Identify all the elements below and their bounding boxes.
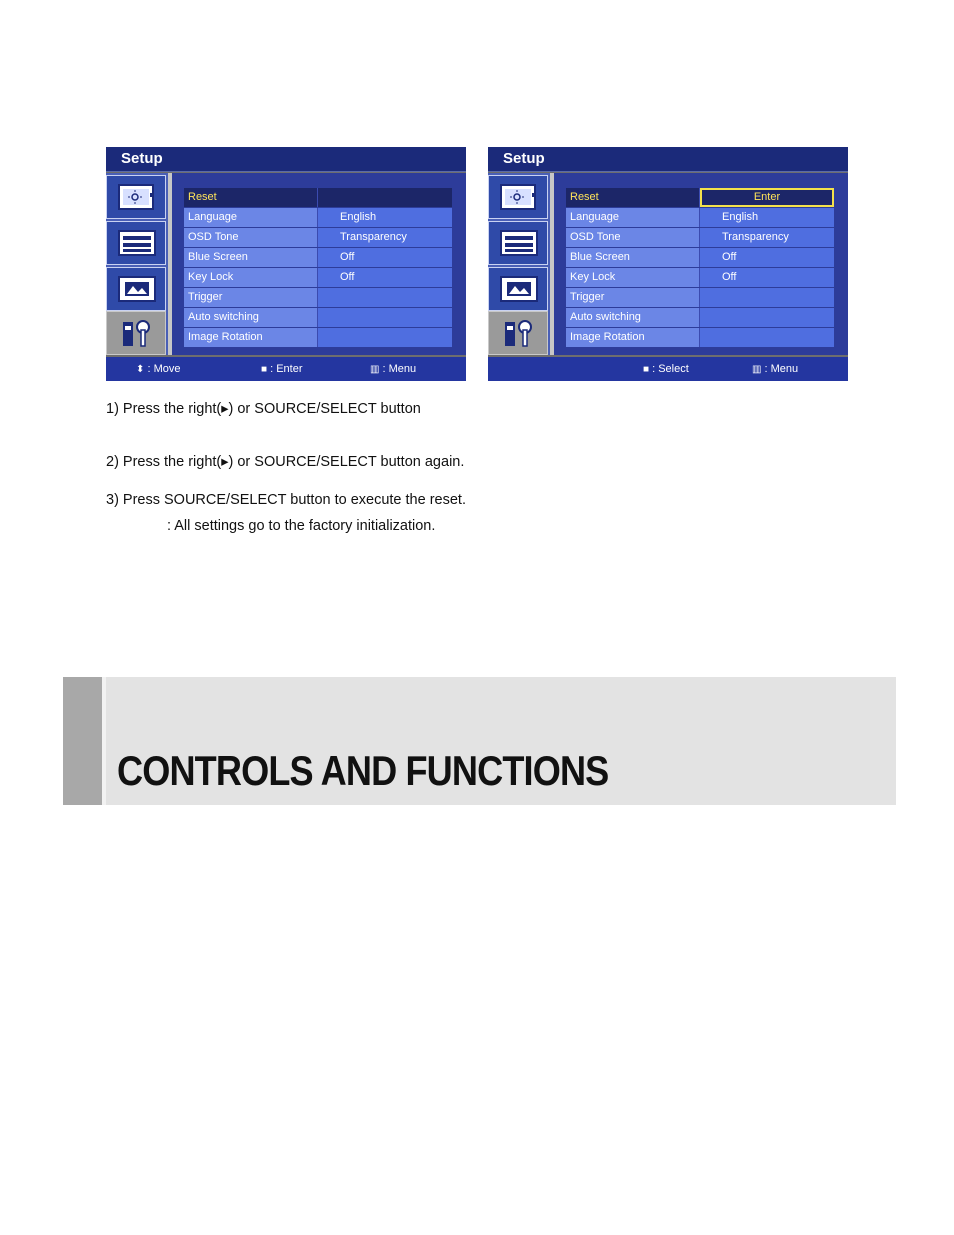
menu-row-label: Auto switching [184, 308, 318, 327]
menu-row-label: Key Lock [566, 268, 700, 287]
menu-row-value: Off [700, 268, 834, 287]
menu-row-value [700, 328, 834, 347]
menu-row-language[interactable] [184, 208, 452, 227]
menu-row-image-rotation[interactable] [566, 328, 834, 347]
menu-hint [370, 357, 416, 382]
menu-row-label: Trigger [566, 288, 700, 307]
menu-button-icon: ▥ [752, 364, 762, 375]
menu-row-key-lock[interactable] [566, 268, 834, 287]
banner-divider [102, 677, 106, 805]
enter-hint [261, 357, 303, 382]
banner-accent-bar [63, 677, 102, 805]
picture-image-icon[interactable] [488, 267, 548, 311]
menu-row-key-lock[interactable] [184, 268, 452, 287]
enter-button-icon: ■ [261, 364, 268, 375]
move-hint [136, 357, 180, 382]
osd-sidebar [488, 173, 550, 355]
osd-hint-bar [106, 357, 466, 381]
osd-setup-screen-2 [488, 147, 848, 381]
menu-row-trigger[interactable] [184, 288, 452, 307]
menu-row-label: Reset [566, 188, 700, 207]
settings-list-icon[interactable] [106, 221, 166, 265]
enter-hint-label: : Enter [270, 363, 303, 375]
menu-row-label: OSD Tone [566, 228, 700, 247]
menu-row-reset[interactable] [184, 188, 452, 207]
instruction-step-1: 1) Press the right(▸) or SOURCE/SELECT button [106, 401, 421, 417]
menu-row-value [318, 288, 452, 307]
menu-row-label: Image Rotation [184, 328, 318, 347]
menu-button-icon: ▥ [370, 364, 380, 375]
tools-wrench-icon[interactable] [106, 311, 166, 355]
menu-row-blue-screen[interactable] [184, 248, 452, 267]
move-arrows-icon: ⬍ [136, 364, 145, 375]
osd-setup-screen-1 [106, 147, 466, 381]
osd-menu-list [172, 173, 466, 355]
menu-row-value [318, 308, 452, 327]
menu-hint [752, 357, 798, 382]
menu-row-value: Off [318, 248, 452, 267]
osd-menu-list [554, 173, 848, 355]
select-hint [643, 357, 689, 382]
menu-row-label: Language [184, 208, 318, 227]
menu-row-blue-screen[interactable] [566, 248, 834, 267]
instruction-step-3: 3) Press SOURCE/SELECT button to execute the reset. [106, 492, 466, 508]
move-hint-label: : Move [147, 363, 181, 375]
menu-row-auto-switching[interactable] [566, 308, 834, 327]
osd-title: Setup [488, 147, 848, 172]
select-hint-label: : Select [652, 363, 689, 375]
menu-row-value: Off [700, 248, 834, 267]
menu-row-label: Blue Screen [184, 248, 318, 267]
osd-hint-bar [488, 357, 848, 381]
menu-hint-label: : Menu [382, 363, 417, 375]
menu-row-label: Trigger [184, 288, 318, 307]
menu-row-value: English [318, 208, 452, 227]
menu-row-value [700, 288, 834, 307]
brightness-monitor-icon[interactable] [106, 175, 166, 219]
menu-row-label: Language [566, 208, 700, 227]
section-banner [63, 677, 896, 805]
instruction-step-2: 2) Press the right(▸) or SOURCE/SELECT button again. [106, 454, 465, 470]
menu-row-osd-tone[interactable] [566, 228, 834, 247]
menu-row-value: Transparency [700, 228, 834, 247]
menu-row-label: Image Rotation [566, 328, 700, 347]
osd-sidebar [106, 173, 168, 355]
picture-image-icon[interactable] [106, 267, 166, 311]
osd-title: Setup [106, 147, 466, 172]
section-title: CONTROLS AND FUNCTIONS [117, 747, 609, 794]
menu-row-language[interactable] [566, 208, 834, 227]
menu-row-reset[interactable] [566, 188, 834, 207]
menu-row-trigger[interactable] [566, 288, 834, 307]
brightness-monitor-icon[interactable] [488, 175, 548, 219]
menu-row-value [700, 308, 834, 327]
select-button-icon: ■ [643, 364, 650, 375]
menu-row-label: Auto switching [566, 308, 700, 327]
menu-row-image-rotation[interactable] [184, 328, 452, 347]
menu-row-label: Reset [184, 188, 318, 207]
menu-row-value: English [700, 208, 834, 227]
instruction-step-3-note: : All settings go to the factory initialization. [167, 518, 436, 534]
menu-row-osd-tone[interactable] [184, 228, 452, 247]
menu-row-label: Key Lock [184, 268, 318, 287]
menu-row-label: OSD Tone [184, 228, 318, 247]
menu-row-label: Blue Screen [566, 248, 700, 267]
menu-row-value [318, 328, 452, 347]
menu-row-value: Transparency [318, 228, 452, 247]
tools-wrench-icon[interactable] [488, 311, 548, 355]
menu-row-value: Off [318, 268, 452, 287]
menu-row-value [318, 188, 452, 207]
reset-enter-button[interactable]: Enter [700, 188, 834, 207]
menu-hint-label: : Menu [764, 363, 799, 375]
settings-list-icon[interactable] [488, 221, 548, 265]
menu-row-auto-switching[interactable] [184, 308, 452, 327]
